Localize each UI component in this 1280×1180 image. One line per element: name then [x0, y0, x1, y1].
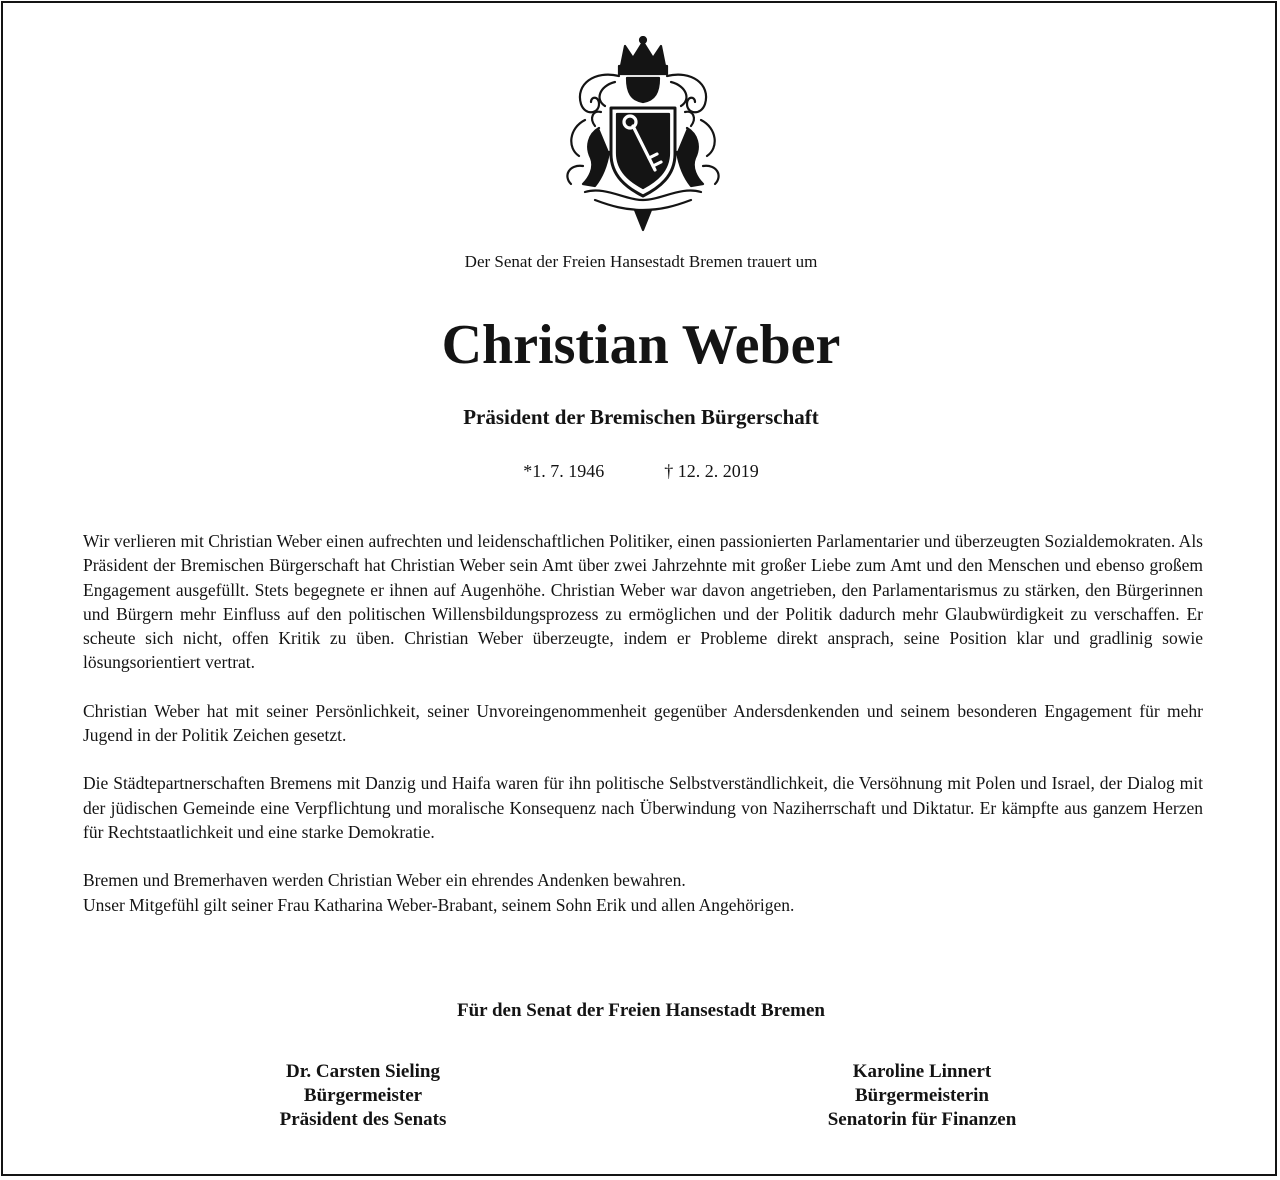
closing-paragraph	[83, 868, 1203, 917]
death-date: † 12. 2. 2019	[664, 461, 759, 481]
signatory-title: Bürgermeister	[303, 1085, 423, 1106]
paragraph-3: Die Städtepartnerschaften Bremens mit Danzig und Haifa waren für ihn politische Selbstverständlichkeit, die Versöhnung mit Polen und Israel, der Dialog mit der jüdischen Gemeinde eine Verpflichtung und moralische Konsequenz nach Überwindung von Naziherrschaft und Diktatur. Er kämpfte aus ganzem Herzen für Rechtstaatlichkeit und eine starke Demokratie.	[83, 773, 1203, 842]
senat-line: Für den Senat der Freien Hansestadt Bremen	[456, 1000, 826, 1021]
closing-line-1: Bremen und Bremerhaven werden Christian Weber ein ehrendes Andenken bewahren.	[83, 870, 686, 891]
signatory-office: Senatorin für Finanzen	[827, 1109, 1017, 1130]
paragraph-1: Wir verlieren mit Christian Weber einen aufrechten und leidenschaftlichen Politiker, einen passionierten Parlamentarier und überzeugten Sozialdemokraten. Als Präsident der Bremischen Bürgerschaft hat Christian Weber sein Amt über zwei Jahrzehnte mit großer Liebe zum Amt und den Menschen und ebenso großem Engagement ausgefüllt. Stets begegnete er ihnen auf Augenhöhe. Christian Weber war davon angetrieben, den Parlamentarismus zu stärken, den Bürgerinnen und Bürgern mehr Einfluss auf den politischen Willensbildungsprozess zu ermöglichen und der Politik dadurch mehr Glaubwürdigkeit zu verschaffen. Er scheute sich nicht, offen Kritik zu üben. Christian Weber überzeugte, indem er Probleme direkt ansprach, seine Position klar und gradlinig sowie lösungsorientiert vertrat.	[83, 531, 1203, 673]
signatory-right	[712, 1060, 1132, 1132]
signatory-office: Präsident des Senats	[279, 1109, 447, 1130]
signatory-name: Karoline Linnert	[852, 1061, 992, 1082]
signatory-left	[153, 1060, 573, 1132]
birth-date: *1. 7. 1946	[523, 461, 605, 481]
paragraph-2: Christian Weber hat mit seiner Persönlichkeit, seiner Unvoreingenommenheit gegenüber Andersdenkenden und seinem besonderen Engagement für mehr Jugend in der Politik Zeichen gesetzt.	[83, 700, 1203, 746]
signatory-name: Dr. Carsten Sieling	[286, 1061, 440, 1082]
deceased-role: Präsident der Bremischen Bürgerschaft	[463, 405, 819, 429]
obituary-notice	[1, 1, 1277, 1176]
deceased-name: Christian Weber	[441, 314, 841, 376]
notice-body	[83, 529, 1203, 941]
bremen-coat-of-arms-icon	[555, 36, 731, 232]
signatory-title: Bürgermeisterin	[854, 1085, 989, 1106]
life-dates	[3, 459, 1279, 483]
closing-line-2: Unser Mitgefühl gilt seiner Frau Katharina Weber-Brabant, seinem Sohn Erik und allen Angehörigen.	[83, 894, 795, 915]
intro-line: Der Senat der Freien Hansestadt Bremen trauert um	[464, 252, 818, 271]
